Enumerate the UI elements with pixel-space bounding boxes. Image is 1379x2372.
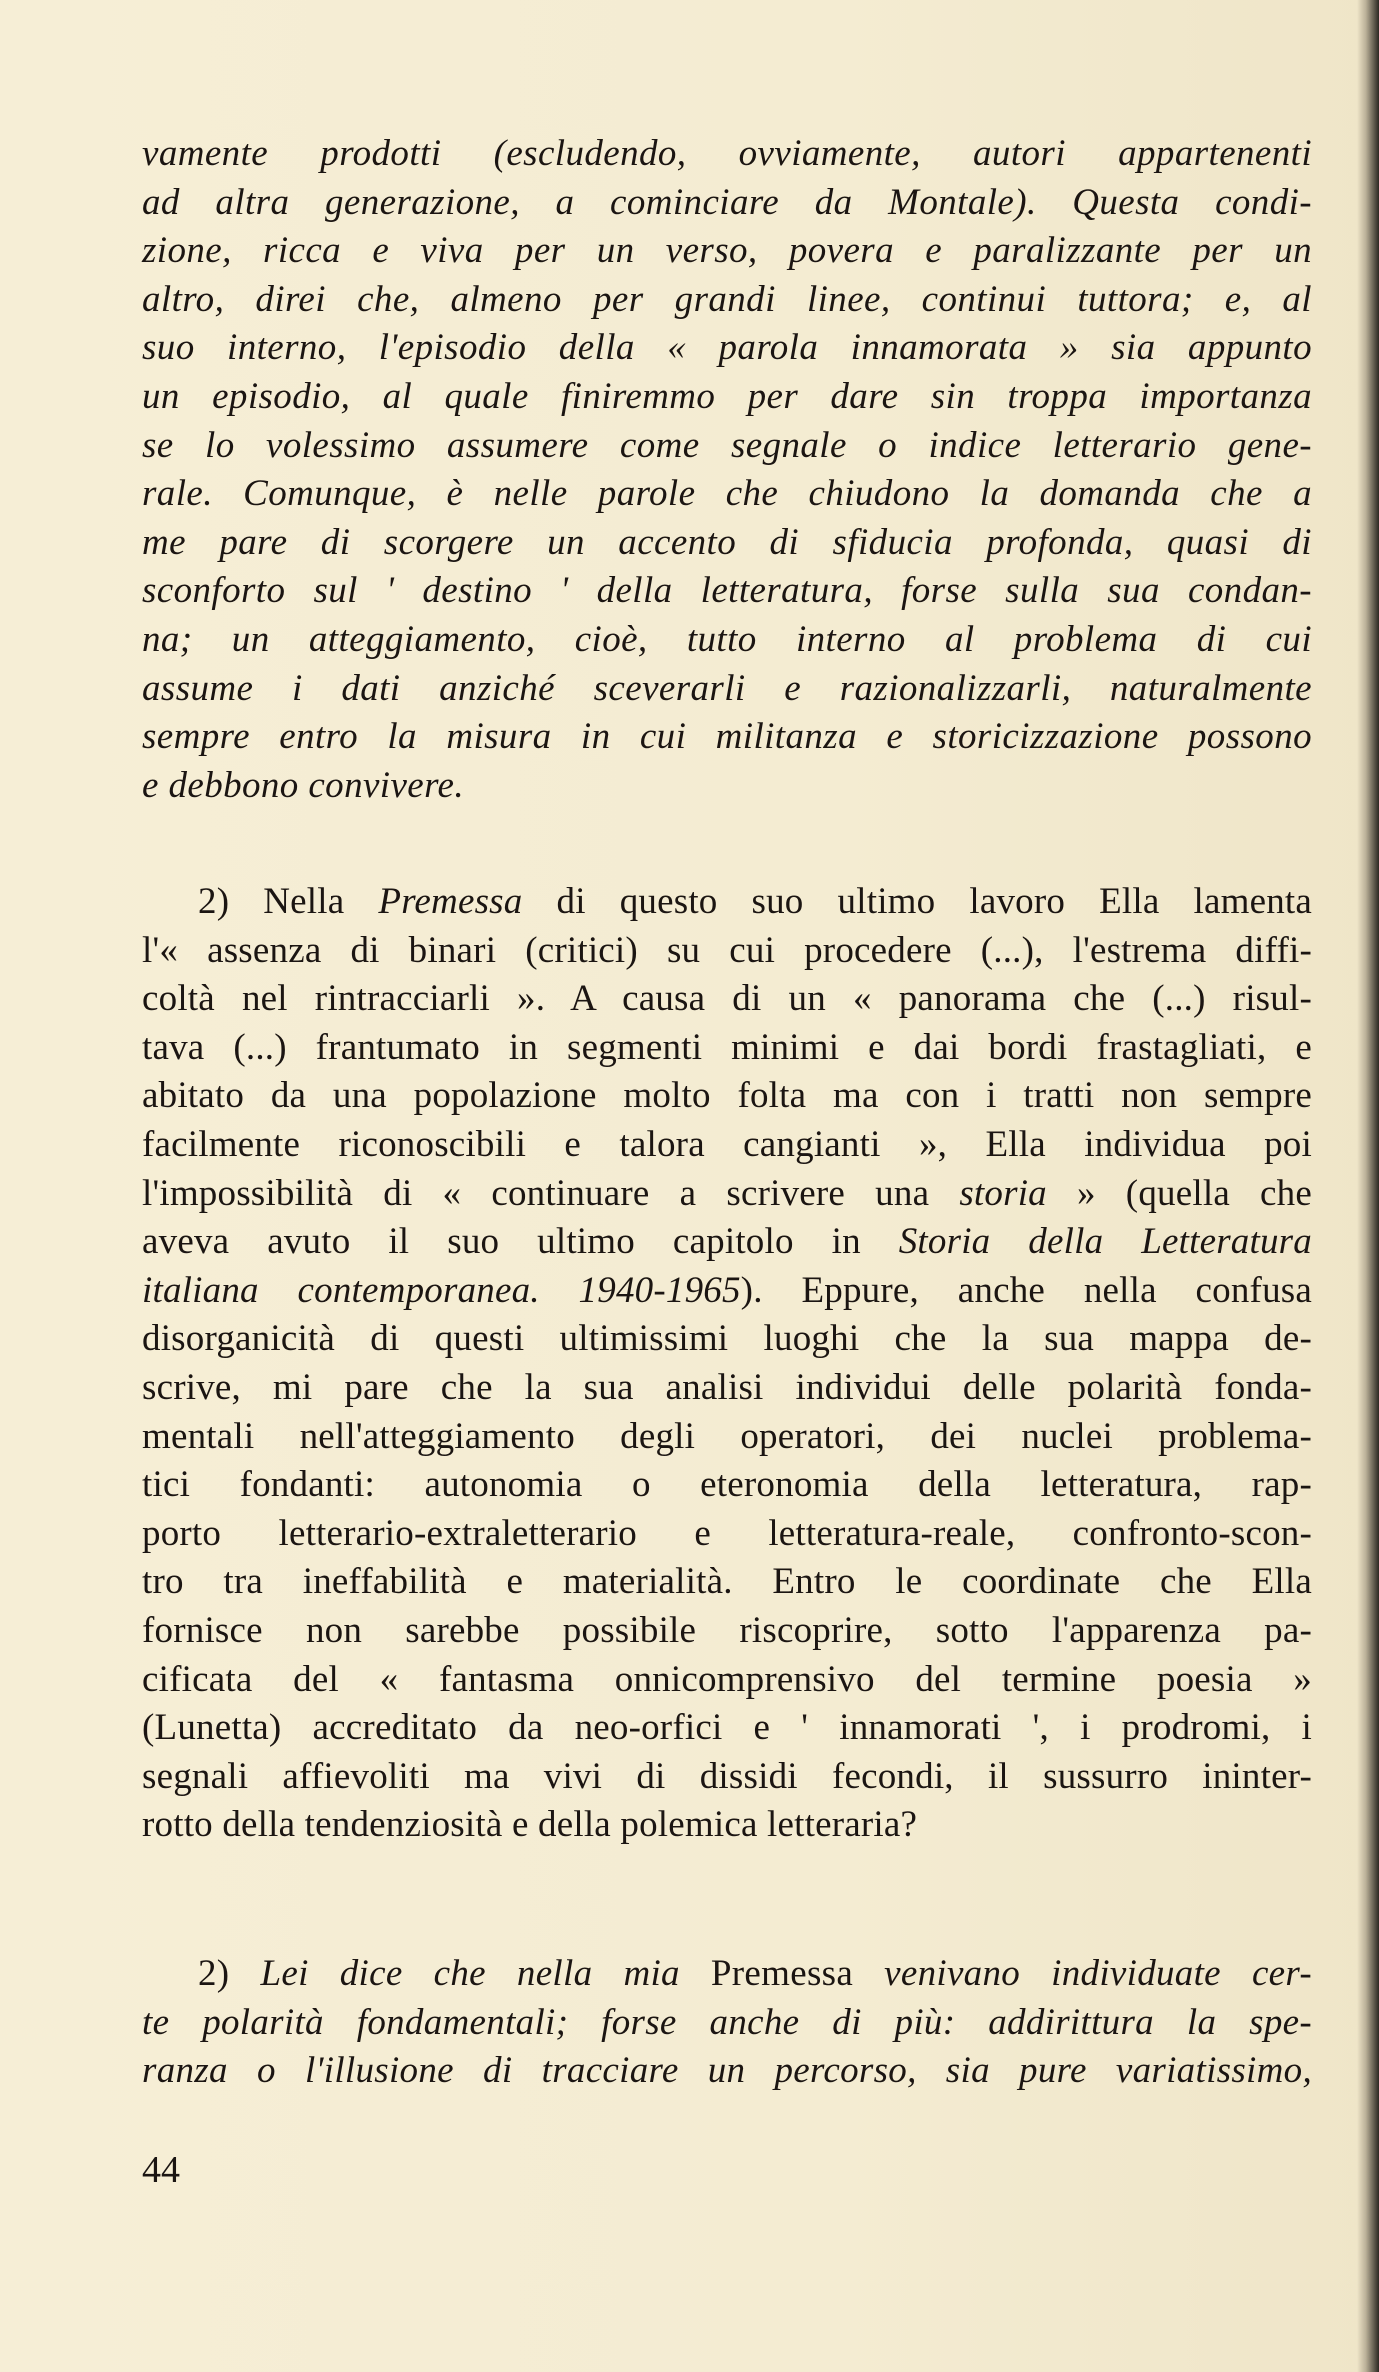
text-line: sconforto sul ' destino ' della letteratura, forse sulla sua condan- bbox=[142, 570, 1312, 612]
book-title-continued: italiana contemporanea. 1940-1965 bbox=[142, 1269, 741, 1311]
text-line: scrive, mi pare che la sua analisi individui delle polarità fonda- bbox=[142, 1366, 1312, 1408]
book-section-title: Premessa bbox=[378, 881, 523, 922]
text-line: l'« assenza di binari (critici) su cui procedere (...), l'estrema diffi- bbox=[142, 929, 1312, 971]
text-line: vamente prodotti (escludendo, ovviamente, autori appartenenti bbox=[142, 133, 1312, 174]
book-section-title: Premessa bbox=[710, 1953, 854, 1994]
text-line: ranza o l'illusione di tracciare un percorso, sia pure variatissimo, bbox=[142, 2050, 1312, 2092]
text-line: mentali nell'atteggiamento degli operatori, dei nuclei problema- bbox=[142, 1415, 1312, 1457]
text-line: altro, direi che, almeno per grandi linee, continui tuttora; e, al bbox=[142, 278, 1312, 320]
text-line: te polarità fondamentali; forse anche di più: addirittura la spe- bbox=[142, 2001, 1312, 2043]
text-line: sempre entro la misura in cui militanza e storicizzazione possono bbox=[142, 716, 1312, 758]
text-line: rale. Comunque, è nelle parole che chiudono la domanda che a bbox=[142, 473, 1312, 515]
text-line: tro tra ineffabilità e materialità. Entro le coordinate che Ella bbox=[142, 1561, 1312, 1603]
text-run: ). Eppure, anche nella confusa bbox=[740, 1269, 1312, 1311]
text-line: un episodio, al quale finiremmo per dare sin troppa importanza bbox=[142, 375, 1312, 417]
text-line: segnali affievoliti ma vivi di dissidi fecondi, il sussurro ininter- bbox=[142, 1755, 1312, 1797]
text-run: aveva avuto il suo ultimo capitolo in bbox=[142, 1221, 899, 1263]
page-edge-shadow bbox=[1357, 0, 1379, 2372]
text-run: 2) Nella bbox=[198, 881, 379, 922]
text-line bbox=[142, 1267, 1312, 1316]
text-line: fornisce non sarebbe possibile riscoprire, sotto l'apparenza pa- bbox=[142, 1609, 1312, 1651]
text-line: coltà nel rintracciarli ». A causa di un « panorama che (...) risul- bbox=[142, 978, 1312, 1020]
answer-paragraph bbox=[142, 1950, 1312, 2096]
text-run: l'impossibilità di « continuare a scrivere una bbox=[142, 1172, 960, 1214]
text-line: (Lunetta) accreditato da neo-orfici e ' innamorati ', i prodromi, i bbox=[142, 1707, 1312, 1749]
text-run: di questo suo ultimo lavoro Ella lamenta bbox=[522, 881, 1313, 922]
text-line: tici fondanti: autonomia o eteronomia della letteratura, rap- bbox=[142, 1464, 1312, 1506]
text-run: 2) bbox=[198, 1953, 261, 1994]
text-line bbox=[142, 1950, 1312, 1999]
italic-run: Lei dice che nella mia bbox=[260, 1953, 711, 1994]
text-line: ad altra generazione, a cominciare da Montale). Questa condi- bbox=[142, 181, 1312, 223]
italic-term: storia bbox=[959, 1172, 1047, 1214]
text-line bbox=[142, 878, 1312, 927]
text-line: tava (...) frantumato in segmenti minimi e dai bordi frastagliati, e bbox=[142, 1026, 1312, 1068]
text-line bbox=[142, 1218, 1312, 1267]
text-line: zione, ricca e viva per un verso, povera e paralizzante per un bbox=[142, 230, 1312, 272]
text-line bbox=[142, 1170, 1312, 1219]
text-line: facilmente riconoscibili e talora cangianti », Ella individua poi bbox=[142, 1123, 1312, 1165]
italic-answer-paragraph bbox=[142, 130, 1312, 810]
text-line: na; un atteggiamento, cioè, tutto interno al problema di cui bbox=[142, 618, 1312, 660]
text-line: cificata del « fantasma onnicomprensivo del termine poesia » bbox=[142, 1658, 1312, 1700]
text-line: abitato da una popolazione molto folta ma con i tratti non sempre bbox=[142, 1075, 1312, 1117]
italic-run: venivano individuate cer- bbox=[853, 1953, 1312, 1994]
text-line: e debbono convivere. bbox=[142, 764, 465, 806]
page-number: 44 bbox=[142, 2149, 180, 2191]
text-run: » (quella che bbox=[1046, 1172, 1312, 1214]
text-line: rotto della tendenziosità e della polemica letteraria? bbox=[142, 1804, 918, 1846]
book-title: Storia della Letteratura bbox=[898, 1221, 1312, 1263]
text-line: se lo volessimo assumere come segnale o indice letterario gene- bbox=[142, 424, 1312, 466]
text-line: disorganicità di questi ultimissimi luoghi che la sua mappa de- bbox=[142, 1318, 1312, 1360]
text-line: suo interno, l'episodio della « parola innamorata » sia appunto bbox=[142, 327, 1312, 369]
text-line: porto letterario-extraletterario e letteratura-reale, confronto-scon- bbox=[142, 1512, 1312, 1554]
question-paragraph bbox=[142, 878, 1312, 1850]
text-line: me pare di scorgere un accento di sfiducia profonda, quasi di bbox=[142, 521, 1312, 563]
text-line: assume i dati anziché sceverarli e razionalizzarli, naturalmente bbox=[142, 667, 1312, 709]
